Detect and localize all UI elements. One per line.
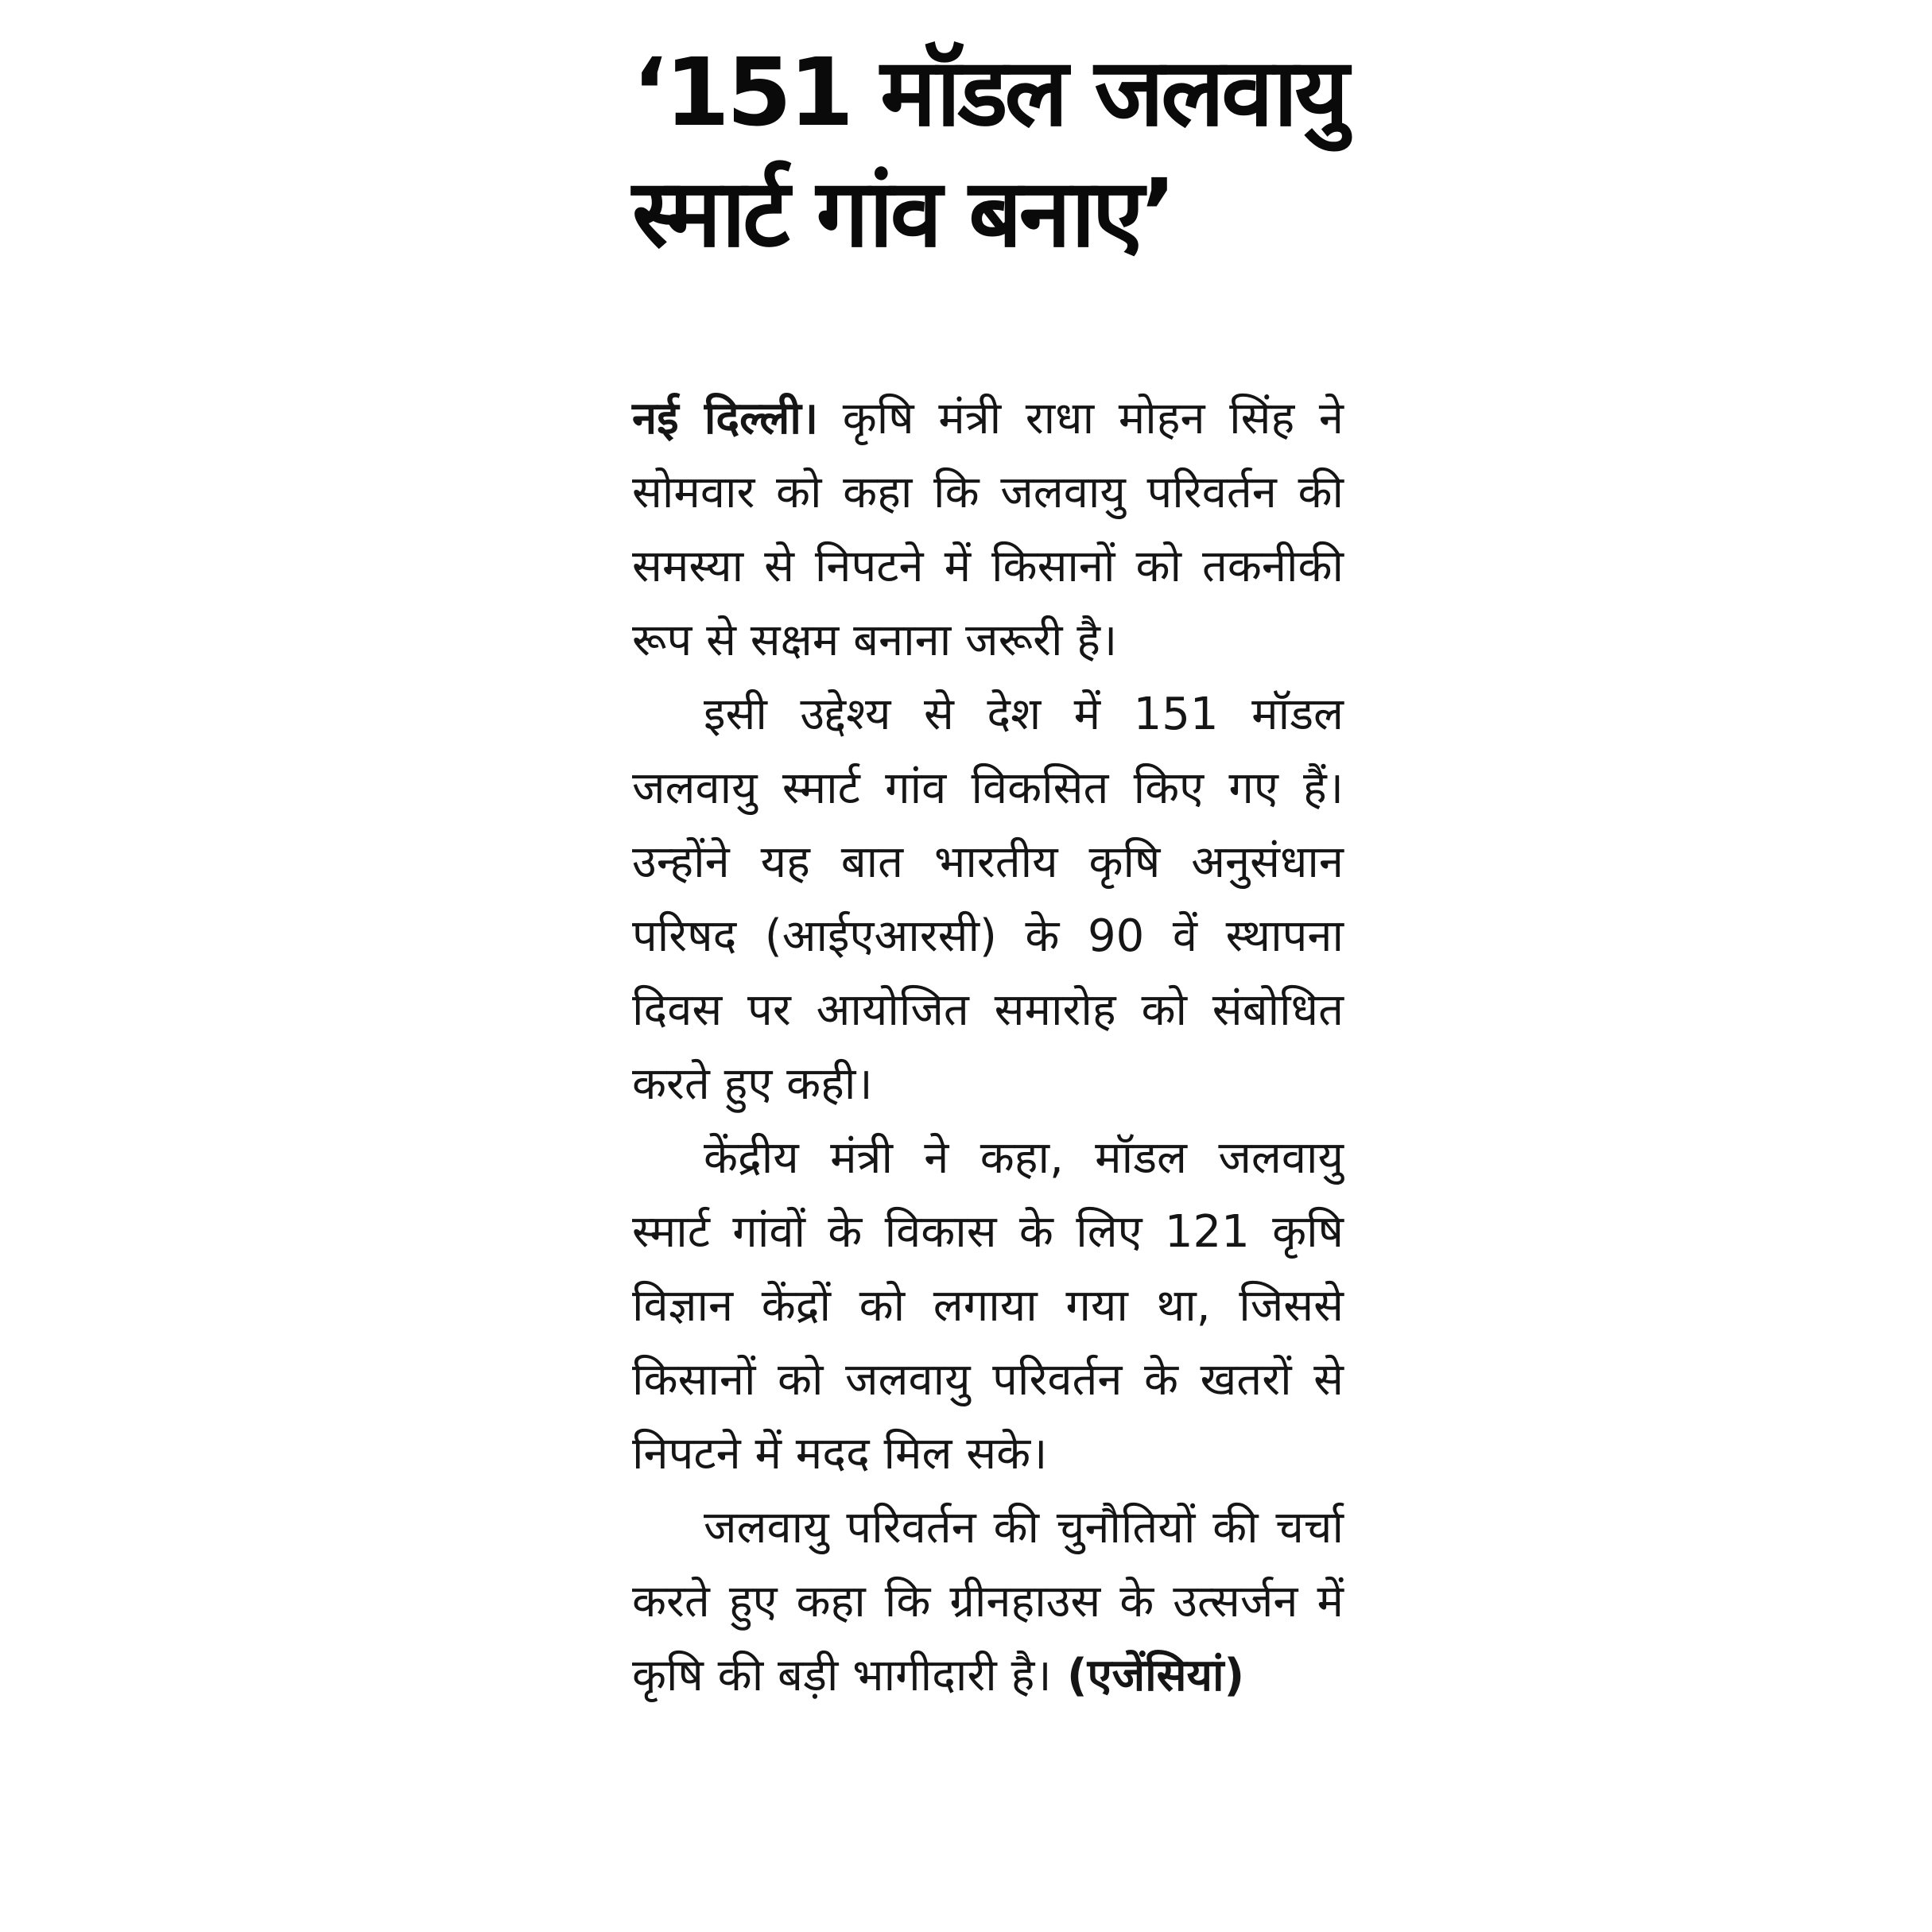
paragraph-3: केंद्रीय मंत्री ने कहा, मॉडल जलवायु स्मार्ट गांवों के विकास के लिए 121 कृषि विज्ञान केंद्रों को लगाया गया था, जिससे किसानों को जलवायु परिवर्तन के खतरों से निपटने में मदद मिल सके। bbox=[632, 1132, 1344, 1480]
paragraph-1-text: कृषि मंत्री राधा मोहन सिंह ने सोमवार को कहा कि जलवायु परिवर्तन की समस्या से निपटने में किसानों को तकनीकी रूप से सक्षम बनाना जरूरी है। bbox=[632, 393, 1344, 666]
dateline: नई दिल्ली। bbox=[632, 393, 819, 444]
article-body bbox=[632, 382, 1344, 1713]
paragraph-4-text: जलवायु परिवर्तन की चुनौतियों की चर्चा करते हुए कहा कि ग्रीनहाउस के उत्सर्जन में कृषि की बड़ी भागीदारी है। bbox=[632, 1502, 1344, 1701]
agency-credit: (एजेंसियां) bbox=[1051, 1650, 1245, 1701]
headline-line-2: स्मार्ट गांव बनाए’ bbox=[632, 158, 1174, 268]
news-clipping bbox=[632, 32, 1344, 1916]
paragraph-4 bbox=[632, 1491, 1344, 1713]
headline-line-1: ‘151 मॉडल जलवायु bbox=[632, 37, 1346, 147]
headline bbox=[632, 32, 1344, 274]
paragraph-1 bbox=[632, 382, 1344, 677]
paragraph-2: इसी उद्देश्य से देश में 151 मॉडल जलवायु स्मार्ट गांव विकसित किए गए हैं। उन्होंने यह बात भारतीय कृषि अनुसंधान परिषद (आईएआरसी) के 90 वें स्थापना दिवस पर आयोजित समारोह को संबोधित करते हुए कही। bbox=[632, 689, 1344, 1110]
